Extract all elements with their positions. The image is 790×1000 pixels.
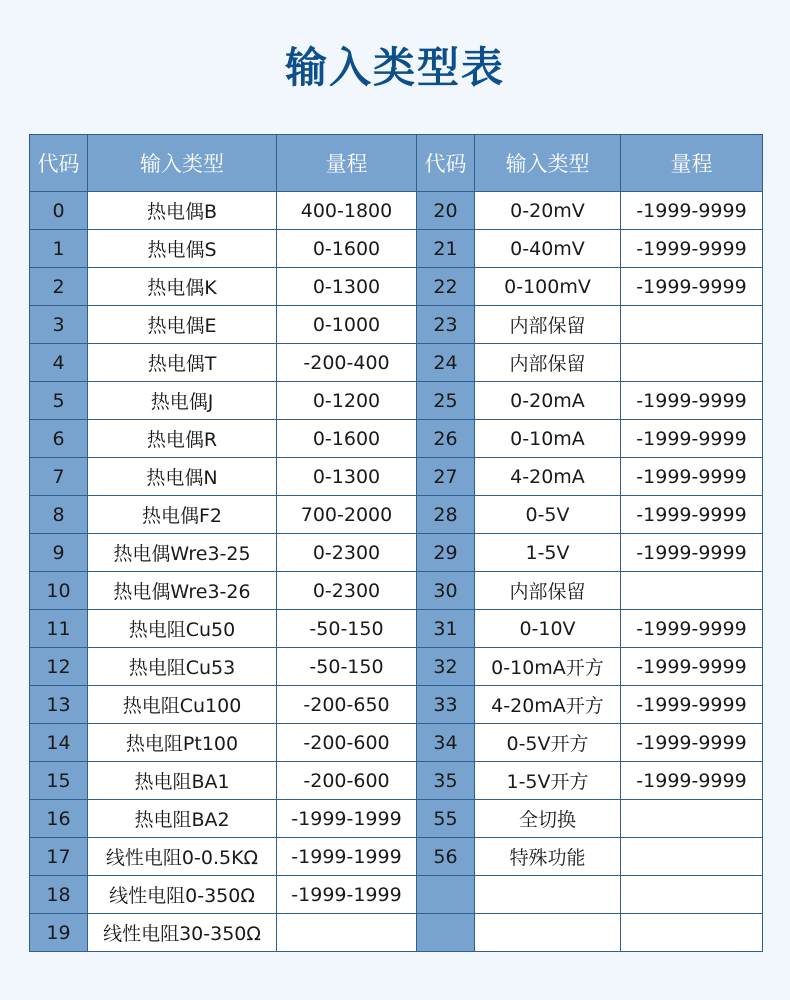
type-cell-right: 内部保留 (475, 306, 621, 344)
type-cell-right: 0-10mA (475, 420, 621, 458)
header-type-right: 输入类型 (475, 135, 621, 192)
type-cell-right (475, 914, 621, 952)
code-cell-left: 19 (30, 914, 88, 952)
type-cell-right: 4-20mA开方 (475, 686, 621, 724)
range-cell-right (621, 572, 763, 610)
code-cell-right: 24 (417, 344, 475, 382)
range-cell-right (621, 800, 763, 838)
range-cell-right: -1999-9999 (621, 496, 763, 534)
range-cell-left: 0-2300 (277, 534, 417, 572)
code-cell-right: 20 (417, 192, 475, 230)
table-row (30, 876, 763, 914)
range-cell-left: -50-150 (277, 610, 417, 648)
table-row (30, 534, 763, 572)
range-cell-left: 0-1000 (277, 306, 417, 344)
range-cell-right (621, 306, 763, 344)
input-type-table (29, 134, 763, 952)
table-row (30, 306, 763, 344)
code-cell-left: 4 (30, 344, 88, 382)
range-cell-left: 0-1300 (277, 458, 417, 496)
code-cell-right: 34 (417, 724, 475, 762)
table-row (30, 382, 763, 420)
range-cell-right (621, 344, 763, 382)
type-cell-right: 1-5V (475, 534, 621, 572)
type-cell-left: 热电偶B (88, 192, 277, 230)
type-cell-right: 全切换 (475, 800, 621, 838)
range-cell-left: -200-650 (277, 686, 417, 724)
code-cell-left: 1 (30, 230, 88, 268)
type-cell-right: 0-40mV (475, 230, 621, 268)
type-cell-left: 热电偶N (88, 458, 277, 496)
range-cell-right: -1999-9999 (621, 382, 763, 420)
range-cell-right: -1999-9999 (621, 648, 763, 686)
code-cell-right: 25 (417, 382, 475, 420)
type-cell-right: 4-20mA (475, 458, 621, 496)
code-cell-right: 28 (417, 496, 475, 534)
code-cell-right: 23 (417, 306, 475, 344)
code-cell-left: 5 (30, 382, 88, 420)
code-cell-right (417, 876, 475, 914)
type-cell-right: 0-20mA (475, 382, 621, 420)
code-cell-right: 26 (417, 420, 475, 458)
header-type-left: 输入类型 (88, 135, 277, 192)
range-cell-right: -1999-9999 (621, 610, 763, 648)
range-cell-right (621, 876, 763, 914)
type-cell-right: 0-20mV (475, 192, 621, 230)
range-cell-left: -1999-1999 (277, 876, 417, 914)
range-cell-left: 400-1800 (277, 192, 417, 230)
type-cell-left: 热电偶K (88, 268, 277, 306)
table-row (30, 268, 763, 306)
code-cell-left: 18 (30, 876, 88, 914)
table-row (30, 686, 763, 724)
range-cell-left (277, 914, 417, 952)
range-cell-left: -200-600 (277, 762, 417, 800)
code-cell-right: 33 (417, 686, 475, 724)
table-row (30, 838, 763, 876)
code-cell-left: 12 (30, 648, 88, 686)
range-cell-right: -1999-9999 (621, 762, 763, 800)
type-cell-left: 线性电阻0-350Ω (88, 876, 277, 914)
code-cell-left: 17 (30, 838, 88, 876)
type-cell-left: 热电偶R (88, 420, 277, 458)
code-cell-right: 22 (417, 268, 475, 306)
type-cell-right: 内部保留 (475, 344, 621, 382)
header-code-right: 代码 (417, 135, 475, 192)
type-cell-right: 0-10mA开方 (475, 648, 621, 686)
range-cell-right: -1999-9999 (621, 724, 763, 762)
type-cell-left: 线性电阻30-350Ω (88, 914, 277, 952)
type-cell-left: 热电阻BA1 (88, 762, 277, 800)
range-cell-left: 0-1600 (277, 420, 417, 458)
table-row (30, 230, 763, 268)
type-cell-right: 0-5V开方 (475, 724, 621, 762)
range-cell-right: -1999-9999 (621, 458, 763, 496)
code-cell-left: 8 (30, 496, 88, 534)
code-cell-left: 0 (30, 192, 88, 230)
type-cell-left: 热电阻Cu100 (88, 686, 277, 724)
type-cell-left: 热电偶Wre3-25 (88, 534, 277, 572)
range-cell-right: -1999-9999 (621, 268, 763, 306)
code-cell-left: 9 (30, 534, 88, 572)
type-cell-left: 热电偶F2 (88, 496, 277, 534)
header-range-left: 量程 (277, 135, 417, 192)
code-cell-right: 29 (417, 534, 475, 572)
code-cell-right: 56 (417, 838, 475, 876)
range-cell-right (621, 914, 763, 952)
code-cell-right: 55 (417, 800, 475, 838)
table-row (30, 344, 763, 382)
type-cell-right (475, 876, 621, 914)
table-row (30, 648, 763, 686)
table-row (30, 458, 763, 496)
type-cell-left: 线性电阻0-0.5KΩ (88, 838, 277, 876)
type-cell-left: 热电偶J (88, 382, 277, 420)
code-cell-left: 3 (30, 306, 88, 344)
range-cell-left: 700-2000 (277, 496, 417, 534)
code-cell-left: 16 (30, 800, 88, 838)
range-cell-left: -1999-1999 (277, 838, 417, 876)
table-row (30, 800, 763, 838)
type-cell-right: 0-100mV (475, 268, 621, 306)
type-cell-left: 热电偶T (88, 344, 277, 382)
header-range-right: 量程 (621, 135, 763, 192)
range-cell-left: 0-1300 (277, 268, 417, 306)
range-cell-left: -1999-1999 (277, 800, 417, 838)
range-cell-left: 0-1200 (277, 382, 417, 420)
type-cell-left: 热电偶S (88, 230, 277, 268)
header-code-left: 代码 (30, 135, 88, 192)
code-cell-right: 31 (417, 610, 475, 648)
table-row (30, 762, 763, 800)
range-cell-right: -1999-9999 (621, 192, 763, 230)
range-cell-right: -1999-9999 (621, 230, 763, 268)
table-row (30, 914, 763, 952)
type-cell-right: 特殊功能 (475, 838, 621, 876)
code-cell-left: 2 (30, 268, 88, 306)
table-row (30, 572, 763, 610)
code-cell-left: 11 (30, 610, 88, 648)
range-cell-right: -1999-9999 (621, 420, 763, 458)
code-cell-right: 32 (417, 648, 475, 686)
type-cell-right: 内部保留 (475, 572, 621, 610)
range-cell-left: 0-2300 (277, 572, 417, 610)
type-cell-left: 热电阻Cu53 (88, 648, 277, 686)
type-cell-left: 热电阻Pt100 (88, 724, 277, 762)
code-cell-right (417, 914, 475, 952)
range-cell-left: -50-150 (277, 648, 417, 686)
type-cell-right: 0-5V (475, 496, 621, 534)
table-row (30, 724, 763, 762)
table-body (30, 192, 763, 952)
range-cell-left: -200-600 (277, 724, 417, 762)
code-cell-right: 21 (417, 230, 475, 268)
type-cell-right: 0-10V (475, 610, 621, 648)
type-cell-left: 热电偶Wre3-26 (88, 572, 277, 610)
type-cell-left: 热电阻BA2 (88, 800, 277, 838)
type-cell-right: 1-5V开方 (475, 762, 621, 800)
table-row (30, 420, 763, 458)
table-row (30, 610, 763, 648)
code-cell-left: 15 (30, 762, 88, 800)
type-cell-left: 热电阻Cu50 (88, 610, 277, 648)
type-cell-left: 热电偶E (88, 306, 277, 344)
code-cell-left: 14 (30, 724, 88, 762)
code-cell-right: 35 (417, 762, 475, 800)
table-row (30, 496, 763, 534)
code-cell-left: 13 (30, 686, 88, 724)
code-cell-left: 6 (30, 420, 88, 458)
code-cell-left: 10 (30, 572, 88, 610)
code-cell-right: 30 (417, 572, 475, 610)
code-cell-left: 7 (30, 458, 88, 496)
range-cell-right: -1999-9999 (621, 686, 763, 724)
range-cell-right (621, 838, 763, 876)
range-cell-left: -200-400 (277, 344, 417, 382)
code-cell-right: 27 (417, 458, 475, 496)
table-row (30, 192, 763, 230)
range-cell-right: -1999-9999 (621, 534, 763, 572)
page-title: 输入类型表 (284, 43, 505, 92)
table-header-row (30, 135, 763, 192)
range-cell-left: 0-1600 (277, 230, 417, 268)
